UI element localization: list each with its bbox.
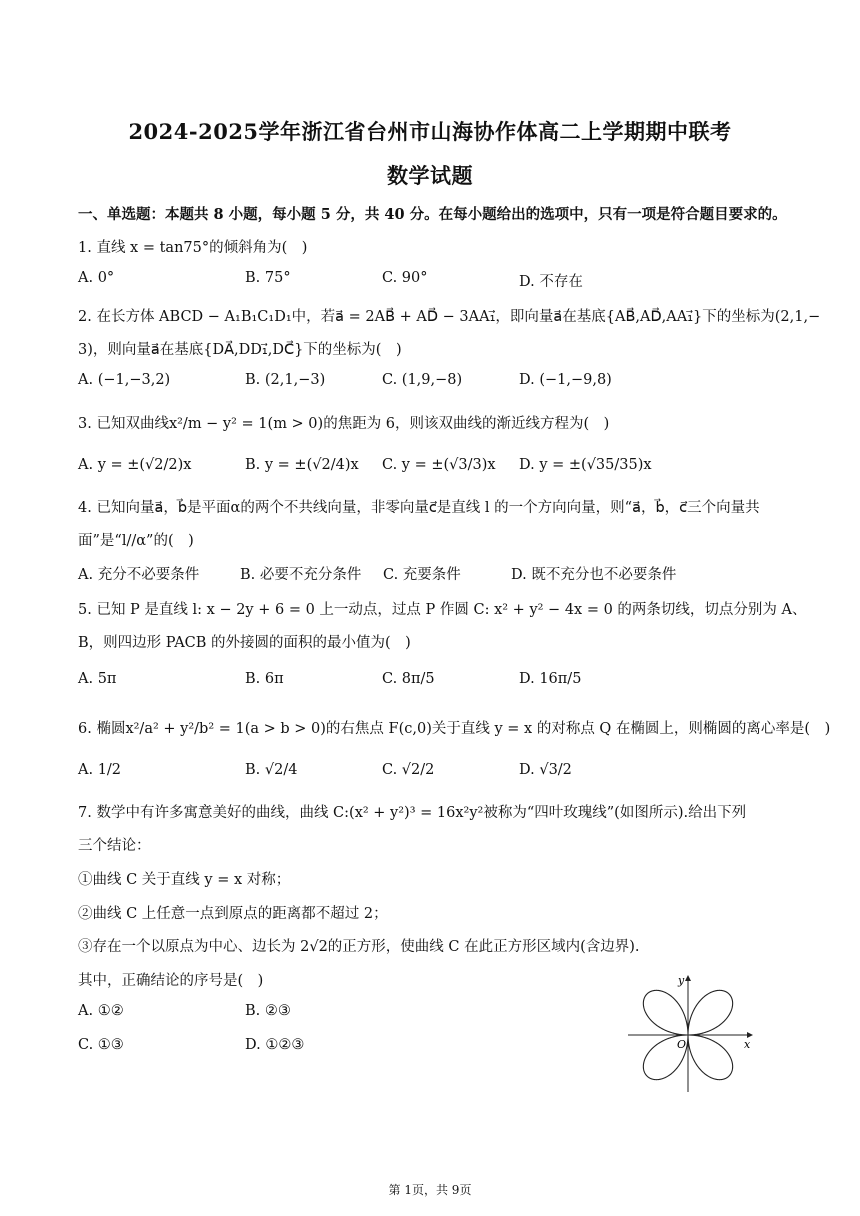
q7-option-d: D. ①②③ bbox=[245, 1037, 305, 1053]
question-7-stem-line1: 7. 数学中有许多寓意美好的曲线，曲线 C:(x² + y²)³ = 16x²y²被称为“四叶玫瑰线”(如图所示).给出下列 bbox=[78, 805, 747, 821]
question-5-stem-line2: B，则四边形 PACB 的外接圆的面积的最小值为( ) bbox=[78, 635, 411, 651]
q2-option-a: A. (−1,−3,2) bbox=[78, 372, 171, 388]
q5-option-b: B. 6π bbox=[245, 671, 284, 687]
q2-option-c: C. (1,9,−8) bbox=[382, 372, 463, 388]
q3-option-a: A. y = ±(√2/2)x bbox=[78, 457, 192, 473]
question-2-stem-line1: 2. 在长方体 ABCD − A₁B₁C₁D₁中，若a⃗ = 2AB⃗ + AD⃗ − 3AA₁⃗，即向量a⃗在基底{AB⃗,AD⃗,AA₁⃗}下的坐标为(2,1,− bbox=[78, 309, 821, 325]
question-7-stem-line2: 三个结论： bbox=[78, 838, 151, 854]
x-axis-label: x bbox=[744, 1038, 751, 1051]
question-7-conclusion-3: ③存在一个以原点为中心、边长为 2√2的正方形，使曲线 C 在此正方形区域内(含边界). bbox=[78, 939, 640, 955]
question-3-stem: 3. 已知双曲线x²/m − y² = 1(m > 0)的焦距为 6，则该双曲线的渐近线方程为( ) bbox=[78, 416, 610, 432]
q4-option-b: B. 必要不充分条件 bbox=[240, 567, 362, 583]
q4-option-d: D. 既不充分也不必要条件 bbox=[511, 567, 677, 583]
question-2-stem-line2: 3)，则向量a⃗在基底{DA⃗,DD₁⃗,DC⃗}下的坐标为( ) bbox=[78, 342, 402, 358]
q6-option-c: C. √2/2 bbox=[382, 762, 435, 778]
q3-option-b: B. y = ±(√2/4)x bbox=[245, 457, 359, 473]
question-7-conclusion-1: ①曲线 C 关于直线 y = x 对称； bbox=[78, 872, 291, 888]
q5-option-c: C. 8π/5 bbox=[382, 671, 435, 687]
q6-option-b: B. √2/4 bbox=[245, 762, 298, 778]
origin-label: O bbox=[677, 1038, 687, 1051]
q2-option-d: D. (−1,−9,8) bbox=[519, 372, 612, 388]
question-5-stem-line1: 5. 已知 P 是直线 l: x − 2y + 6 = 0 上一动点，过点 P 作圆 C: x² + y² − 4x = 0 的两条切线，切点分别为 A、 bbox=[78, 602, 807, 618]
q7-option-c: C. ①③ bbox=[78, 1037, 124, 1053]
question-4-stem-line2: 面”是“l//α”的( ) bbox=[78, 533, 194, 549]
q4-option-a: A. 充分不必要条件 bbox=[78, 567, 200, 583]
q1-option-d: D. 不存在 bbox=[519, 274, 583, 290]
q1-option-b: B. 75° bbox=[245, 270, 291, 286]
section-heading: 一、单选题：本题共 8 小题，每小题 5 分，共 40 分。在每小题给出的选项中，只有一项是符合题目要求的。 bbox=[78, 206, 787, 223]
q3-option-c: C. y = ±(√3/3)x bbox=[382, 457, 496, 473]
q6-option-a: A. 1/2 bbox=[78, 762, 122, 778]
q4-option-c: C. 充要条件 bbox=[383, 567, 461, 583]
q7-option-b: B. ②③ bbox=[245, 1003, 291, 1019]
q1-option-a: A. 0° bbox=[78, 270, 115, 286]
q3-option-d: D. y = ±(√35/35)x bbox=[519, 457, 652, 473]
question-7-ask: 其中，正确结论的序号是( ) bbox=[78, 973, 264, 989]
q2-option-b: B. (2,1,−3) bbox=[245, 372, 326, 388]
q7-option-a: A. ①② bbox=[78, 1003, 124, 1019]
q1-option-c: C. 90° bbox=[382, 270, 428, 286]
exam-subtitle: 数学试题 bbox=[387, 163, 473, 188]
four-leaf-rose-figure bbox=[624, 968, 764, 1096]
question-1-stem: 1. 直线 x = tan75°的倾斜角为( ) bbox=[78, 240, 308, 256]
y-axis-label: y bbox=[678, 974, 685, 987]
question-4-stem-line1: 4. 已知向量a⃗，b⃗是平面α的两个不共线向量，非零向量c⃗是直线 l 的一个方向向量，则“a⃗，b⃗，c⃗三个向量共 bbox=[78, 500, 760, 516]
question-6-stem: 6. 椭圆x²/a² + y²/b² = 1(a > b > 0)的右焦点 F(c,0)关于直线 y = x 的对称点 Q 在椭圆上，则椭圆的离心率是( ) bbox=[78, 721, 831, 737]
q5-option-a: A. 5π bbox=[78, 671, 117, 687]
q6-option-d: D. √3/2 bbox=[519, 762, 572, 778]
q5-option-d: D. 16π/5 bbox=[519, 671, 582, 687]
exam-title: 2024-2025学年浙江省台州市山海协作体高二上学期期中联考 bbox=[128, 119, 732, 144]
question-7-conclusion-2: ②曲线 C 上任意一点到原点的距离都不超过 2； bbox=[78, 906, 388, 922]
page-footer: 第 1页，共 9页 bbox=[388, 1183, 472, 1197]
